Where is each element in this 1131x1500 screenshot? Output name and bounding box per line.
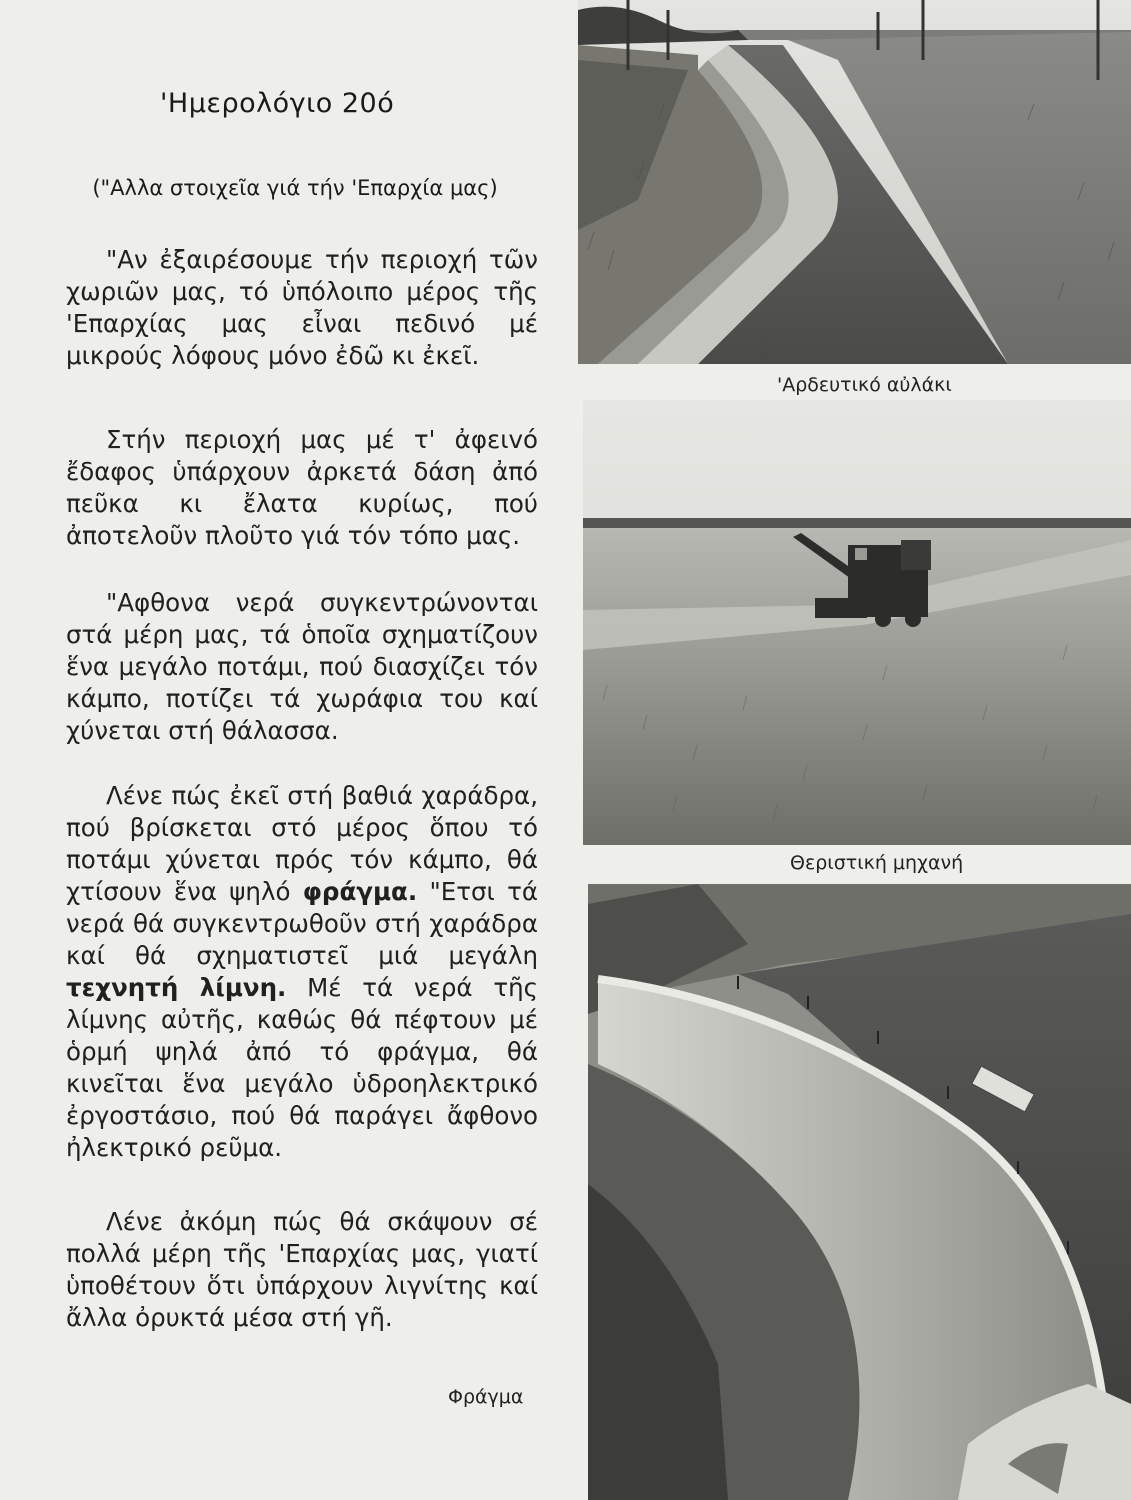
bold-term-dam: φράγμα.	[302, 877, 418, 906]
caption-dam: Φράγμα	[448, 1386, 524, 1408]
paragraph-4	[66, 780, 538, 1164]
page-subtitle: ("Αλλα στοιχεῖα γιά τήν 'Επαρχία μας)	[92, 176, 498, 200]
photo-irrigation-canal	[578, 0, 1131, 364]
paragraph-5: Λένε ἀκόμη πώς θά σκάψουν σέ πολλά μέρη τῆς 'Επαρχίας μας, γιατί ὑποθέτουν ὅτι ὑπάρχουν λιγνίτης καί ἄλλα ὀρυκτά μέσα στή γῆ.	[66, 1207, 538, 1332]
caption-irrigation-canal: 'Αρδευτικό αὐλάκι	[777, 374, 952, 396]
caption-harvester: Θεριστική μηχανή	[790, 852, 964, 874]
photo-dam	[588, 884, 1131, 1500]
paragraph-4-part-c: "Ετσι τά νερά θά συγκεντρωθοῦν στή χαράδρα καί θά σχηματιστεῖ μιά μεγάλη	[66, 877, 538, 970]
paragraph-4-part-d: Μέ τά νερά τῆς λίμνης αὐτῆς, καθώς θά πέφτουν μέ ὁρμή ψηλά ἀπό τό φράγμα, θά κινεῖται ἕνα μεγάλο ὑδροηλεκτρικό ἐργοστάσιο, πού θά παράγει ἄφθονο ἠλεκτρικό ρεῦμα.	[66, 973, 538, 1162]
page-title: 'Ημερολόγιο 20ό	[160, 88, 395, 119]
paragraph-2: Στήν περιοχή μας μέ τ' ἀφειvó ἔδαφος ὑπάρχουν ἀρκετά δάση ἀπό πεῦκα κι ἔλατα κυρίως, πού ἀποτελοῦν πλοῦτο γιά τόν τόπο μας.	[66, 425, 538, 550]
paragraph-3: "Αφθονα νερά συγκεντρώνονται στά μέρη μας, τά ὁποῖα σχηματίζουν ἕνα μεγάλο ποτάμι, πού διασχίζει τόν κάμπο, ποτίζει τά χωράφια του καί χύνεται στή θάλασσα.	[66, 588, 538, 745]
photo-harvester	[583, 400, 1131, 845]
paragraph-4-part-a: Λένε πώς ἐκεῖ στή βαθιά χαράδρα, πού βρίσκεται στό μέρος ὅπου τό ποτάμι χύνεται πρός τόν κάμπο, θά χτίσουν ἕνα ψηλό	[66, 781, 538, 906]
paragraph-1: "Αν ἐξαιρέσουμε τήν περιοχή τῶν χωριῶν μας, τό ὑπόλοιπο μέρος τῆς 'Επαρχίας μας εἶναι πεδινό μέ μικρούς λόφους μόνο ἐδῶ κι ἐκεῖ.	[66, 245, 538, 370]
bold-term-artificial-lake: τεχνητή λίμνη.	[66, 973, 287, 1002]
